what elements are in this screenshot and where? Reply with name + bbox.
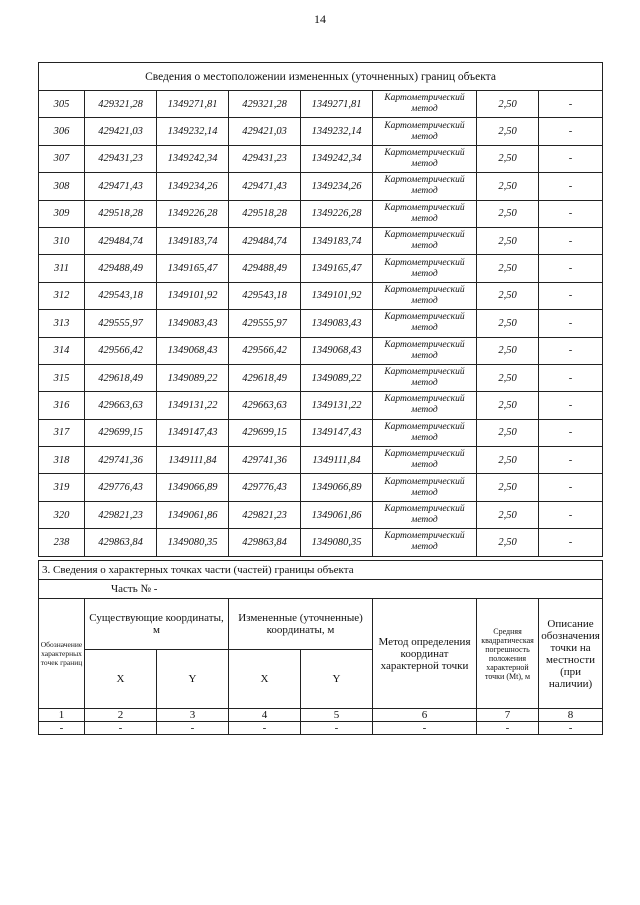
column-number-cell: 1 — [39, 709, 85, 722]
column-number-cell: 3 — [157, 709, 229, 722]
x-changed-cell: 429663,63 — [229, 392, 301, 419]
point-number-cell: 308 — [39, 173, 85, 200]
table-row — [39, 173, 603, 200]
page-number: 14 — [314, 12, 326, 26]
empty-cell: - — [157, 722, 229, 735]
column-number-cell: 6 — [373, 709, 477, 722]
description-cell: - — [539, 227, 603, 254]
description-cell: - — [539, 173, 603, 200]
table-row — [39, 529, 603, 556]
empty-cell: - — [301, 722, 373, 735]
point-number-cell: 307 — [39, 145, 85, 172]
column-number-cell: 7 — [477, 709, 539, 722]
header-changed-coords: Измененные (уточненные) координаты, м — [229, 599, 373, 650]
table-row — [39, 255, 603, 282]
table-row — [39, 282, 603, 309]
point-number-cell: 316 — [39, 392, 85, 419]
method-cell: Картометрический метод — [373, 392, 477, 419]
y-existing-cell: 1349080,35 — [157, 529, 229, 556]
x-changed-cell: 429421,03 — [229, 118, 301, 145]
table-row — [39, 337, 603, 364]
x-existing-cell: 429618,49 — [85, 364, 157, 391]
y-existing-cell: 1349101,92 — [157, 282, 229, 309]
point-number-cell: 238 — [39, 529, 85, 556]
table-row — [39, 474, 603, 501]
x-existing-cell: 429421,03 — [85, 118, 157, 145]
accuracy-cell: 2,50 — [477, 529, 539, 556]
y-changed-cell: 1349234,26 — [301, 173, 373, 200]
method-cell: Картометрический метод — [373, 310, 477, 337]
y-changed-cell: 1349066,89 — [301, 474, 373, 501]
x-changed-cell: 429518,28 — [229, 200, 301, 227]
point-number-cell: 315 — [39, 364, 85, 391]
description-cell: - — [539, 282, 603, 309]
accuracy-cell: 2,50 — [477, 501, 539, 528]
point-number-cell: 305 — [39, 91, 85, 118]
empty-cell: - — [229, 722, 301, 735]
table-row — [39, 419, 603, 446]
y-existing-cell: 1349242,34 — [157, 145, 229, 172]
column-number-cell: 8 — [539, 709, 603, 722]
y-existing-cell: 1349226,28 — [157, 200, 229, 227]
x-existing-cell: 429566,42 — [85, 337, 157, 364]
x-existing-cell: 429776,43 — [85, 474, 157, 501]
y-changed-cell: 1349080,35 — [301, 529, 373, 556]
accuracy-cell: 2,50 — [477, 282, 539, 309]
y-changed-cell: 1349226,28 — [301, 200, 373, 227]
x-existing-cell: 429741,36 — [85, 447, 157, 474]
description-cell: - — [539, 337, 603, 364]
y-changed-cell: 1349271,81 — [301, 91, 373, 118]
y-existing-cell: 1349271,81 — [157, 91, 229, 118]
accuracy-cell: 2,50 — [477, 310, 539, 337]
x-changed-cell: 429566,42 — [229, 337, 301, 364]
y-changed-cell: 1349131,22 — [301, 392, 373, 419]
x-existing-cell: 429321,28 — [85, 91, 157, 118]
table-row — [39, 364, 603, 391]
empty-cell: - — [373, 722, 477, 735]
y-existing-cell: 1349068,43 — [157, 337, 229, 364]
method-cell: Картометрический метод — [373, 255, 477, 282]
x-existing-cell: 429484,74 — [85, 227, 157, 254]
y-existing-cell: 1349147,43 — [157, 419, 229, 446]
accuracy-cell: 2,50 — [477, 337, 539, 364]
method-cell: Картометрический метод — [373, 200, 477, 227]
description-cell: - — [539, 200, 603, 227]
x-existing-cell: 429555,97 — [85, 310, 157, 337]
table-row — [39, 91, 603, 118]
y-existing-cell: 1349066,89 — [157, 474, 229, 501]
accuracy-cell: 2,50 — [477, 145, 539, 172]
table-row — [39, 118, 603, 145]
point-number-cell: 317 — [39, 419, 85, 446]
table-row — [39, 447, 603, 474]
description-cell: - — [539, 419, 603, 446]
x-changed-cell: 429484,74 — [229, 227, 301, 254]
header-x-existing: X — [85, 650, 157, 709]
point-number-cell: 310 — [39, 227, 85, 254]
y-changed-cell: 1349083,43 — [301, 310, 373, 337]
x-existing-cell: 429488,49 — [85, 255, 157, 282]
method-cell: Картометрический метод — [373, 173, 477, 200]
y-existing-cell: 1349089,22 — [157, 364, 229, 391]
description-cell: - — [539, 474, 603, 501]
x-changed-cell: 429321,28 — [229, 91, 301, 118]
description-cell: - — [539, 310, 603, 337]
x-changed-cell: 429776,43 — [229, 474, 301, 501]
method-cell: Картометрический метод — [373, 227, 477, 254]
description-cell: - — [539, 255, 603, 282]
header-existing-coords: Существующие координаты, м — [85, 599, 229, 650]
y-existing-cell: 1349111,84 — [157, 447, 229, 474]
method-cell: Картометрический метод — [373, 529, 477, 556]
y-changed-cell: 1349232,14 — [301, 118, 373, 145]
accuracy-cell: 2,50 — [477, 419, 539, 446]
header-point-designation: Обозначение характерных точек границ — [39, 599, 85, 709]
accuracy-cell: 2,50 — [477, 227, 539, 254]
x-changed-cell: 429488,49 — [229, 255, 301, 282]
y-changed-cell: 1349183,74 — [301, 227, 373, 254]
description-cell: - — [539, 447, 603, 474]
method-cell: Картометрический метод — [373, 501, 477, 528]
table-row — [39, 392, 603, 419]
x-changed-cell: 429431,23 — [229, 145, 301, 172]
x-changed-cell: 429618,49 — [229, 364, 301, 391]
y-existing-cell: 1349131,22 — [157, 392, 229, 419]
y-existing-cell: 1349183,74 — [157, 227, 229, 254]
x-changed-cell: 429555,97 — [229, 310, 301, 337]
x-changed-cell: 429699,15 — [229, 419, 301, 446]
description-cell: - — [539, 91, 603, 118]
x-existing-cell: 429821,23 — [85, 501, 157, 528]
empty-cell: - — [539, 722, 603, 735]
x-existing-cell: 429699,15 — [85, 419, 157, 446]
part-points-table — [38, 560, 603, 735]
description-cell: - — [539, 501, 603, 528]
x-changed-cell: 429543,18 — [229, 282, 301, 309]
header-x-changed: X — [229, 650, 301, 709]
empty-cell: - — [477, 722, 539, 735]
method-cell: Картометрический метод — [373, 364, 477, 391]
point-number-cell: 311 — [39, 255, 85, 282]
y-changed-cell: 1349089,22 — [301, 364, 373, 391]
section-title: Сведения о местоположении измененных (уточненных) границ объекта — [39, 63, 603, 91]
description-cell: - — [539, 145, 603, 172]
empty-cell: - — [85, 722, 157, 735]
column-number-cell: 5 — [301, 709, 373, 722]
table-row — [39, 227, 603, 254]
x-existing-cell: 429471,43 — [85, 173, 157, 200]
y-existing-cell: 1349083,43 — [157, 310, 229, 337]
accuracy-cell: 2,50 — [477, 200, 539, 227]
x-existing-cell: 429543,18 — [85, 282, 157, 309]
x-existing-cell: 429431,23 — [85, 145, 157, 172]
accuracy-cell: 2,50 — [477, 255, 539, 282]
point-number-cell: 319 — [39, 474, 85, 501]
accuracy-cell: 2,50 — [477, 91, 539, 118]
description-cell: - — [539, 118, 603, 145]
header-method: Метод определения координат характерной точки — [373, 599, 477, 709]
method-cell: Картометрический метод — [373, 419, 477, 446]
point-number-cell: 306 — [39, 118, 85, 145]
y-changed-cell: 1349111,84 — [301, 447, 373, 474]
y-changed-cell: 1349242,34 — [301, 145, 373, 172]
description-cell: - — [539, 364, 603, 391]
table-row — [39, 200, 603, 227]
column-number-cell: 2 — [85, 709, 157, 722]
table-row — [39, 145, 603, 172]
point-number-cell: 320 — [39, 501, 85, 528]
method-cell: Картометрический метод — [373, 447, 477, 474]
header-y-changed: Y — [301, 650, 373, 709]
y-changed-cell: 1349101,92 — [301, 282, 373, 309]
point-number-cell: 313 — [39, 310, 85, 337]
point-number-cell: 314 — [39, 337, 85, 364]
x-changed-cell: 429821,23 — [229, 501, 301, 528]
y-existing-cell: 1349165,47 — [157, 255, 229, 282]
accuracy-cell: 2,50 — [477, 474, 539, 501]
y-changed-cell: 1349147,43 — [301, 419, 373, 446]
x-existing-cell: 429518,28 — [85, 200, 157, 227]
header-y-existing: Y — [157, 650, 229, 709]
accuracy-cell: 2,50 — [477, 392, 539, 419]
method-cell: Картометрический метод — [373, 282, 477, 309]
description-cell: - — [539, 392, 603, 419]
point-number-cell: 309 — [39, 200, 85, 227]
part-number: Часть № - — [39, 580, 603, 599]
method-cell: Картометрический метод — [373, 474, 477, 501]
x-changed-cell: 429471,43 — [229, 173, 301, 200]
table-row — [39, 310, 603, 337]
boundary-coordinates-table — [38, 62, 603, 557]
accuracy-cell: 2,50 — [477, 118, 539, 145]
empty-cell: - — [39, 722, 85, 735]
method-cell: Картометрический метод — [373, 91, 477, 118]
accuracy-cell: 2,50 — [477, 364, 539, 391]
section3-title: 3. Сведения о характерных точках части (частей) границы объекта — [39, 561, 603, 580]
description-cell: - — [539, 529, 603, 556]
y-changed-cell: 1349165,47 — [301, 255, 373, 282]
method-cell: Картометрический метод — [373, 337, 477, 364]
method-cell: Картометрический метод — [373, 118, 477, 145]
y-changed-cell: 1349068,43 — [301, 337, 373, 364]
x-changed-cell: 429741,36 — [229, 447, 301, 474]
point-number-cell: 312 — [39, 282, 85, 309]
x-existing-cell: 429663,63 — [85, 392, 157, 419]
table-row — [39, 501, 603, 528]
x-existing-cell: 429863,84 — [85, 529, 157, 556]
y-existing-cell: 1349061,86 — [157, 501, 229, 528]
header-accuracy: Средняя квадратическая погрешность положения характерной точки (Mt), м — [477, 599, 539, 709]
y-existing-cell: 1349234,26 — [157, 173, 229, 200]
method-cell: Картометрический метод — [373, 145, 477, 172]
header-description: Описание обозначения точки на местности (при наличии) — [539, 599, 603, 709]
y-changed-cell: 1349061,86 — [301, 501, 373, 528]
accuracy-cell: 2,50 — [477, 447, 539, 474]
x-changed-cell: 429863,84 — [229, 529, 301, 556]
y-existing-cell: 1349232,14 — [157, 118, 229, 145]
point-number-cell: 318 — [39, 447, 85, 474]
column-number-cell: 4 — [229, 709, 301, 722]
accuracy-cell: 2,50 — [477, 173, 539, 200]
